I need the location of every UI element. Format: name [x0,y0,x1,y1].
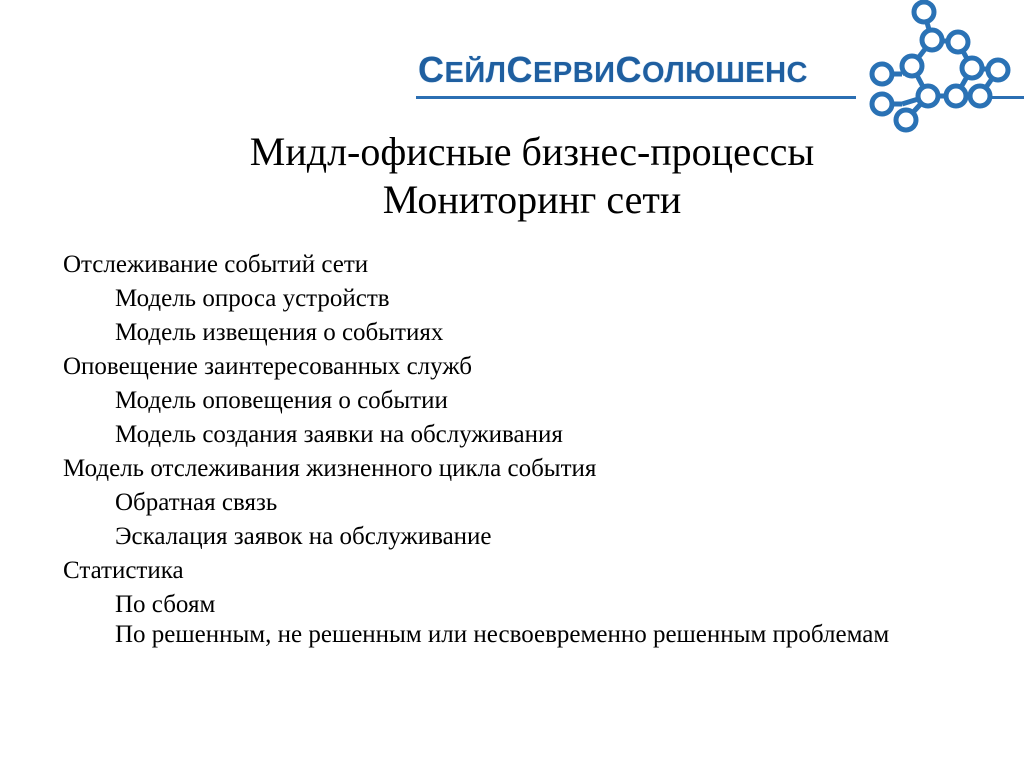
outline-subitem: Модель извещения о событиях [115,319,444,346]
logo-wordmark: СЕЙЛСЕРВИСОЛЮШЕНС [418,49,808,90]
outline-subitem: Модель опроса устройств [115,285,390,312]
outline-subitem: Модель создания заявки на обслуживания [115,421,563,448]
outline-item: Статистика [63,557,184,584]
company-logo [410,0,1024,140]
title-line-2: Мониторинг сети [382,177,682,222]
outline-subitem: Эскалация заявок на обслуживание [115,523,492,550]
slide-content [63,248,963,648]
outline-subitem: Обратная связь [115,489,278,516]
outline-item: Модель отслеживания жизненного цикла события [63,455,597,482]
outline-subitem: По решенным, не решенным или несвоевременно решенным проблемам [115,621,890,648]
molecule-network-icon [860,0,1024,140]
outline-item: Оповещение заинтересованных служб [63,353,472,380]
outline-item: Отслеживание событий сети [63,251,369,278]
outline-subitem: По сбоям [115,591,216,618]
outline-subitem: Модель оповещения о событии [115,387,448,414]
logo-underline [416,96,856,99]
slide-title [120,128,944,224]
title-line-1: Мидл-офисные бизнес-процессы [249,129,815,174]
